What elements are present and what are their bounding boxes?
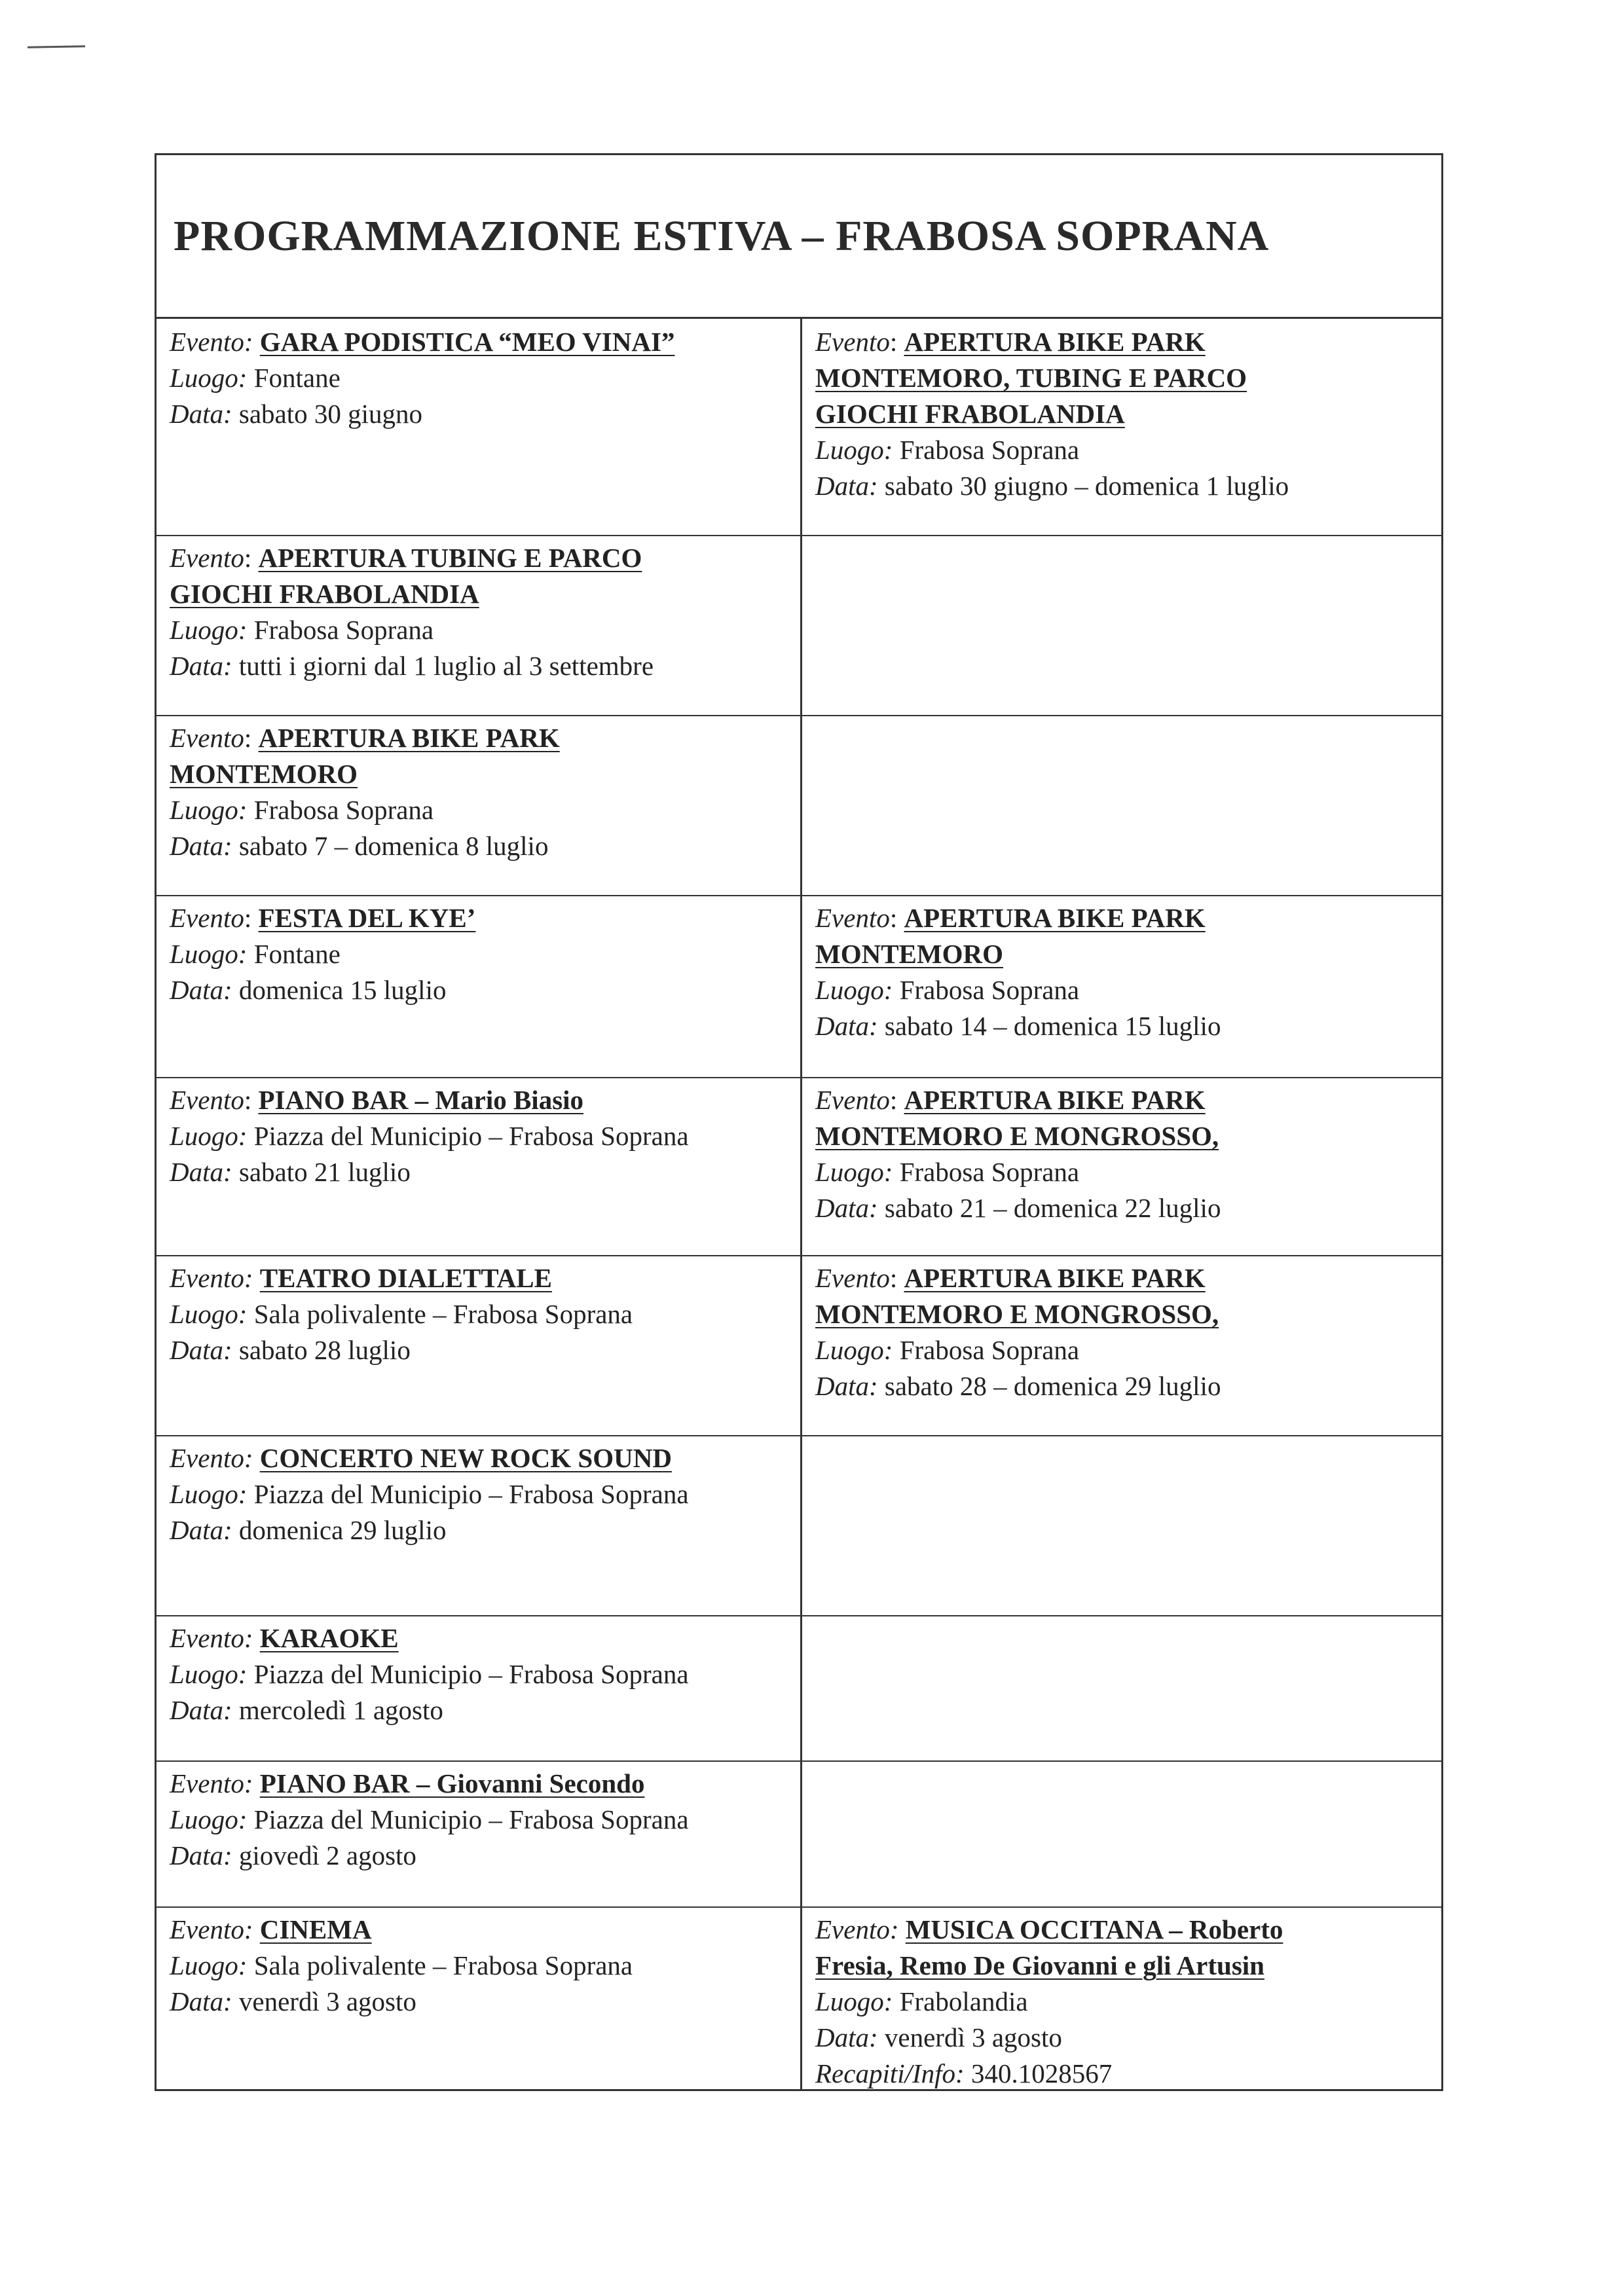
data-line [170, 648, 787, 684]
luogo-value: Frabosa Soprana [893, 975, 1080, 1005]
event-name: PIANO BAR – Mario Biasio [258, 1085, 584, 1115]
row-divider [157, 1435, 1441, 1436]
event-cell-right [802, 1763, 1444, 1906]
evento-line [170, 720, 787, 756]
data-label: Data: [170, 1157, 232, 1187]
event-name: GARA PODISTICA “MEO VINAI” [259, 327, 675, 357]
event-name: APERTURA BIKE PARK [904, 327, 1206, 357]
luogo-label: Luogo: [170, 363, 248, 393]
event-cell-right [802, 898, 1444, 1077]
luogo-label: Luogo: [815, 1335, 893, 1365]
luogo-value: Sala polivalente – Frabosa Soprana [247, 1950, 633, 1980]
data-label: Data: [815, 471, 878, 501]
event-cell-left [157, 718, 800, 895]
event-name: Fresia, Remo De Giovanni e gli Artusin [815, 1950, 1264, 1980]
evento-label: Evento: [170, 1623, 253, 1653]
data-label: Data: [170, 1695, 232, 1725]
event-name: APERTURA BIKE PARK [904, 903, 1206, 933]
luogo-value: Piazza del Municipio – Frabosa Soprana [247, 1659, 689, 1689]
data-label: Data: [170, 975, 232, 1005]
luogo-value: Frabosa Soprana [893, 435, 1080, 465]
event-name: PIANO BAR – Giovanni Secondo [259, 1768, 645, 1798]
event-cell-right [802, 718, 1444, 895]
luogo-value: Frabosa Soprana [247, 795, 434, 825]
event-cell-right [802, 1438, 1444, 1615]
luogo-line [170, 1118, 787, 1154]
data-label: Data: [170, 1840, 232, 1870]
data-value: sabato 30 giugno [232, 399, 423, 429]
event-cell-right [802, 321, 1444, 535]
info-label: Recapiti/Info: [815, 2058, 965, 2088]
data-label: Data: [170, 651, 232, 681]
evento-line [815, 900, 1431, 936]
luogo-value: Piazza del Municipio – Frabosa Soprana [247, 1479, 689, 1509]
event-cell-right [802, 1909, 1444, 2091]
luogo-value: Frabosa Soprana [247, 615, 434, 645]
luogo-value: Frabolandia [893, 1986, 1028, 2016]
evento-line [815, 324, 1431, 360]
evento-line [170, 1620, 787, 1656]
evento-label: Evento: [170, 1768, 253, 1798]
luogo-line [170, 1476, 787, 1512]
event-name: MONTEMORO [815, 939, 1003, 969]
luogo-label: Luogo: [815, 1986, 893, 2016]
row-divider [157, 1255, 1441, 1256]
event-name: MONTEMORO, TUBING E PARCO [815, 363, 1247, 393]
evento-line [170, 1260, 787, 1296]
luogo-label: Luogo: [170, 795, 248, 825]
event-cell-left [157, 1909, 800, 2091]
data-value: venerdì 3 agosto [877, 2022, 1062, 2052]
event-cell-left [157, 321, 800, 535]
luogo-value: Piazza del Municipio – Frabosa Soprana [247, 1121, 689, 1151]
evento-label: Evento: [815, 1914, 899, 1944]
data-value: sabato 28 – domenica 29 luglio [877, 1371, 1221, 1401]
data-value: sabato 7 – domenica 8 luglio [232, 831, 549, 861]
event-cell-left [157, 1258, 800, 1435]
event-name: APERTURA BIKE PARK [904, 1085, 1206, 1115]
luogo-label: Luogo: [170, 1950, 248, 1980]
luogo-label: Luogo: [170, 1479, 248, 1509]
data-line [170, 1154, 787, 1190]
data-value: sabato 21 luglio [232, 1157, 411, 1187]
evento-line [815, 1912, 1431, 1948]
luogo-value: Sala polivalente – Frabosa Soprana [247, 1299, 633, 1329]
evento-line [170, 1440, 787, 1476]
row-divider [157, 1760, 1441, 1762]
row-divider [157, 1906, 1441, 1908]
evento-colon: : [889, 1085, 904, 1115]
evento-label: Evento [815, 1263, 890, 1293]
luogo-value: Piazza del Municipio – Frabosa Soprana [247, 1804, 689, 1834]
evento-colon: : [889, 327, 904, 357]
row-divider [157, 535, 1441, 536]
luogo-line [815, 1154, 1431, 1190]
luogo-label: Luogo: [815, 435, 893, 465]
data-line [170, 1984, 787, 2020]
event-cell-right [802, 1080, 1444, 1255]
evento-label: Evento [170, 903, 244, 933]
data-value: sabato 14 – domenica 15 luglio [877, 1011, 1221, 1041]
evento-line [815, 1082, 1431, 1118]
luogo-value: Frabosa Soprana [893, 1157, 1080, 1187]
data-line [170, 828, 787, 864]
data-label: Data: [170, 1335, 232, 1365]
row-divider [157, 1615, 1441, 1616]
data-line [170, 1332, 787, 1368]
luogo-label: Luogo: [170, 1659, 248, 1689]
evento-line [815, 1948, 1431, 1984]
event-name: MUSICA OCCITANA – Roberto [905, 1914, 1283, 1944]
evento-label: Evento [815, 327, 890, 357]
evento-colon: : [889, 903, 904, 933]
luogo-line [170, 1802, 787, 1838]
data-value: domenica 15 luglio [232, 975, 447, 1005]
luogo-line [170, 792, 787, 828]
data-label: Data: [815, 1011, 878, 1041]
luogo-value: Frabosa Soprana [893, 1335, 1080, 1365]
evento-label: Evento [815, 1085, 890, 1115]
info-value: 340.1028567 [964, 2058, 1113, 2088]
evento-line [170, 540, 787, 576]
event-name: CINEMA [259, 1914, 372, 1944]
event-name: FESTA DEL KYE’ [258, 903, 476, 933]
event-cell-left [157, 1763, 800, 1906]
luogo-line [170, 1948, 787, 1984]
data-line [815, 1368, 1431, 1404]
event-name: CONCERTO NEW ROCK SOUND [259, 1443, 672, 1473]
luogo-line [170, 1296, 787, 1332]
data-line [170, 972, 787, 1008]
event-name: MONTEMORO E MONGROSSO, [815, 1121, 1219, 1151]
event-name: APERTURA BIKE PARK [258, 723, 560, 753]
event-cell-right [802, 1258, 1444, 1435]
event-name: GIOCHI FRABOLANDIA [170, 579, 479, 609]
data-label: Data: [170, 831, 232, 861]
luogo-label: Luogo: [170, 939, 248, 969]
event-name: APERTURA BIKE PARK [904, 1263, 1206, 1293]
evento-label: Evento [170, 723, 244, 753]
luogo-line [170, 360, 787, 396]
luogo-line [170, 936, 787, 972]
event-name: GIOCHI FRABOLANDIA [815, 399, 1125, 429]
evento-line [815, 360, 1431, 396]
data-value: sabato 21 – domenica 22 luglio [877, 1193, 1221, 1223]
event-name: MONTEMORO [170, 759, 358, 789]
data-line [815, 2020, 1431, 2056]
luogo-label: Luogo: [170, 615, 248, 645]
evento-colon: : [244, 723, 259, 753]
event-name: TEATRO DIALETTALE [259, 1263, 552, 1293]
event-cell-left [157, 1080, 800, 1255]
evento-label: Evento: [170, 1914, 253, 1944]
event-name: MONTEMORO E MONGROSSO, [815, 1299, 1219, 1329]
program-table [155, 153, 1443, 2091]
data-label: Data: [815, 1371, 878, 1401]
luogo-value: Fontane [247, 363, 341, 393]
evento-colon: : [244, 543, 259, 573]
data-line [170, 1838, 787, 1874]
data-line [170, 396, 787, 432]
data-label: Data: [170, 1986, 232, 2016]
luogo-label: Luogo: [815, 975, 893, 1005]
evento-line [815, 1260, 1431, 1296]
corner-mark [28, 45, 85, 48]
data-line [815, 1008, 1431, 1044]
data-line [170, 1692, 787, 1728]
evento-label: Evento: [170, 327, 260, 357]
data-label: Data: [815, 2022, 878, 2052]
data-value: sabato 30 giugno – domenica 1 luglio [877, 471, 1289, 501]
event-cell-left [157, 1618, 800, 1760]
row-divider [157, 1077, 1441, 1078]
evento-line [170, 1082, 787, 1118]
evento-label: Evento: [170, 1443, 253, 1473]
luogo-line [815, 1984, 1431, 2020]
evento-colon: : [889, 1263, 904, 1293]
data-label: Data: [170, 1515, 232, 1545]
event-cell-left [157, 1438, 800, 1615]
data-value: giovedì 2 agosto [232, 1840, 416, 1870]
evento-line [815, 1118, 1431, 1154]
luogo-line [815, 1332, 1431, 1368]
data-value: domenica 29 luglio [232, 1515, 447, 1545]
evento-label: Evento [170, 543, 244, 573]
data-line [815, 468, 1431, 504]
evento-line [170, 1912, 787, 1948]
data-line [170, 1512, 787, 1548]
title-cell [157, 155, 1441, 319]
evento-line [170, 756, 787, 792]
luogo-line [170, 1656, 787, 1692]
row-divider [157, 895, 1441, 896]
evento-line [815, 1296, 1431, 1332]
info-line [815, 2056, 1431, 2092]
event-name: APERTURA TUBING E PARCO [258, 543, 642, 573]
event-cell-right [802, 1618, 1444, 1760]
event-name: KARAOKE [259, 1623, 399, 1653]
evento-colon: : [244, 1085, 259, 1115]
evento-line [170, 1766, 787, 1802]
evento-label: Evento: [170, 1263, 253, 1293]
luogo-line [815, 972, 1431, 1008]
data-value: sabato 28 luglio [232, 1335, 411, 1365]
data-value: mercoledì 1 agosto [232, 1695, 443, 1725]
evento-line [815, 936, 1431, 972]
evento-line [170, 900, 787, 936]
event-cell-left [157, 898, 800, 1077]
data-line [815, 1190, 1431, 1226]
event-cell-left [157, 538, 800, 715]
data-label: Data: [170, 399, 232, 429]
data-label: Data: [815, 1193, 878, 1223]
evento-colon: : [244, 903, 259, 933]
luogo-line [170, 612, 787, 648]
data-value: tutti i giorni dal 1 luglio al 3 settembre [232, 651, 654, 681]
event-cell-right [802, 538, 1444, 715]
luogo-label: Luogo: [170, 1299, 248, 1329]
luogo-label: Luogo: [815, 1157, 893, 1187]
luogo-label: Luogo: [170, 1804, 248, 1834]
luogo-value: Fontane [247, 939, 341, 969]
page-title: PROGRAMMAZIONE ESTIVA – FRABOSA SOPRANA [174, 212, 1270, 260]
evento-line [170, 324, 787, 360]
luogo-label: Luogo: [170, 1121, 248, 1151]
data-value: venerdì 3 agosto [232, 1986, 416, 2016]
luogo-line [815, 432, 1431, 468]
evento-line [815, 396, 1431, 432]
evento-label: Evento [170, 1085, 244, 1115]
evento-label: Evento [815, 903, 890, 933]
row-divider [157, 715, 1441, 716]
evento-line [170, 576, 787, 612]
